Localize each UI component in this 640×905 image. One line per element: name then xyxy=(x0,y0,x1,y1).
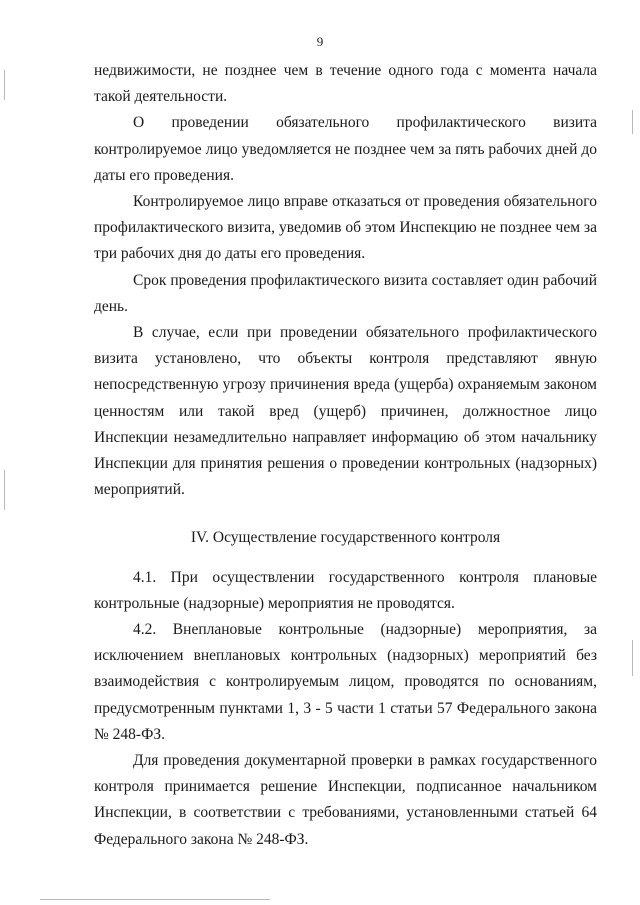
paragraph-4-1: 4.1. При осуществлении государственного контроля плановые контрольные (надзорные) мероприятия не проводятся. xyxy=(94,568,597,612)
paragraph-visit-notice: О проведении обязательного профилактического визита контролируемое лицо уведомляется не позднее чем за пять рабочих дней до даты его проведения. xyxy=(94,114,597,184)
document-body xyxy=(94,58,597,853)
paragraph-threat-case: В случае, если при проведении обязательного профилактического визита установлено, что объекты контроля представляют явную непосредственную угрозу причинения вреда (ущерба) охраняемым законом ценностям или такой вред (ущерб) причинен, должностное лицо Инспекции незамедлительно направляет информацию об этом начальнику Инспекции для принятия решения о проведении контрольных (надзорных) мероприятий. xyxy=(94,324,597,499)
paragraph-documentary-check: Для проведения документарной проверки в рамках государственного контроля принимается решение Инспекции, подписанное начальником Инспекции, в соответствии с требованиями, установленными статьей 64 Федерального закона № 248-ФЗ. xyxy=(94,752,597,848)
paragraph-visit-duration: Срок проведения профилактического визита составляет один рабочий день. xyxy=(94,271,597,315)
scan-edge-mark-bottom xyxy=(40,899,270,900)
section-heading: IV. Осуществление государственного контроля xyxy=(190,529,501,547)
scan-edge-mark-left xyxy=(4,70,5,100)
scan-edge-mark-left xyxy=(4,470,5,510)
paragraph-4-2: 4.2. Внеплановые контрольные (надзорные) мероприятия, за исключением внеплановых контрольных (надзорных) мероприятий без взаимодействия с контролируемым лицом, проводятся по основаниям, предусмотренным пунктами 1, 3 - 5 части 1 статьи 57 Федерального закона № 248-ФЗ. xyxy=(94,621,597,743)
page-number: 9 xyxy=(316,34,324,49)
paragraph-visit-refusal: Контролируемое лицо вправе отказаться от проведения обязательного профилактического визита, уведомив об этом Инспекцию не позднее чем за три рабочих дня до даты его проведения. xyxy=(94,193,597,263)
scan-edge-mark-right xyxy=(632,640,633,676)
scan-edge-mark-right xyxy=(632,110,633,134)
paragraph-continuation: недвижимости, не позднее чем в течение одного года с момента начала такой деятельности. xyxy=(94,62,597,106)
